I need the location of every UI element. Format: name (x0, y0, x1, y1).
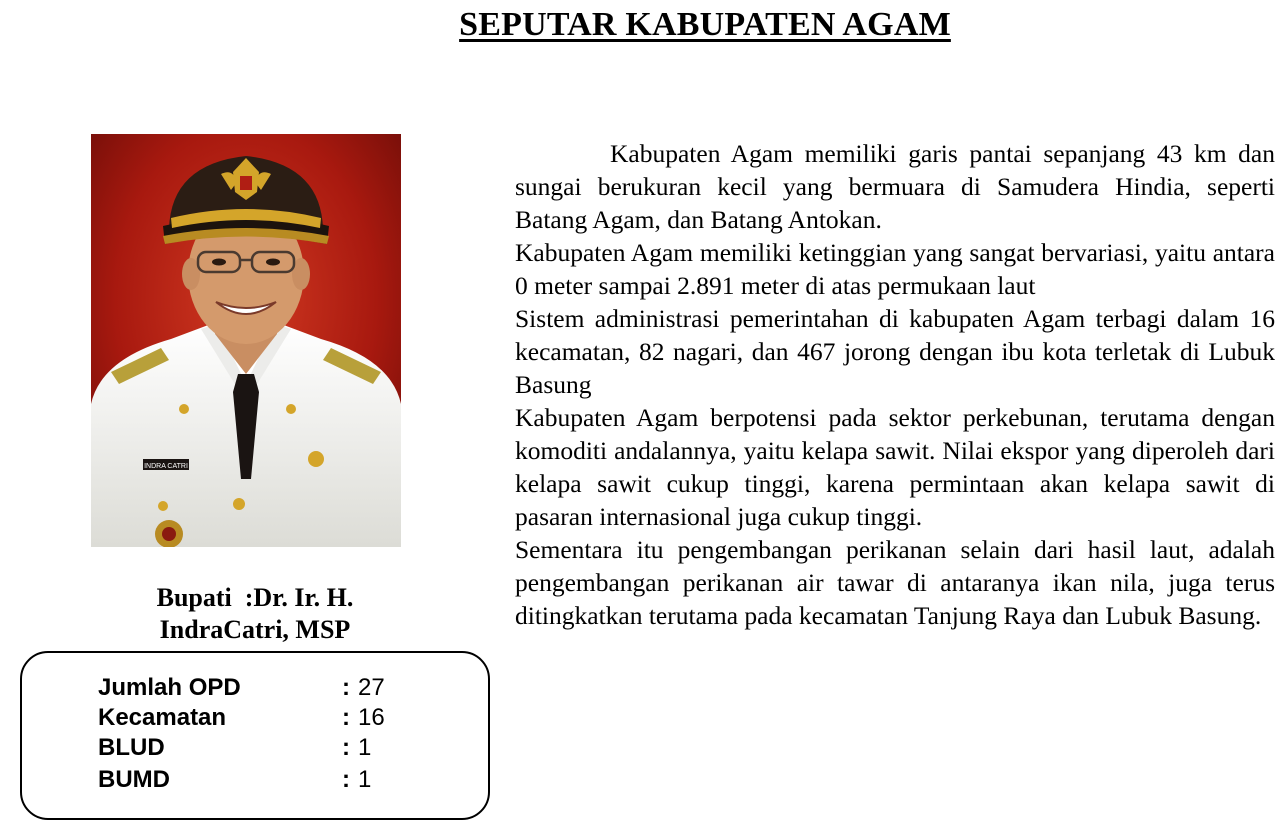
stat-value: 16 (358, 704, 385, 731)
stat-row-jumlah-opd (98, 673, 478, 703)
stat-colon: : (342, 734, 350, 761)
stat-colon: : (342, 766, 350, 793)
bupati-portrait-photo (91, 134, 401, 547)
stat-row-blud (98, 733, 478, 763)
stat-label: BUMD (98, 766, 170, 793)
bupati-caption-line1: Bupati :Dr. Ir. H. (156, 583, 354, 612)
stat-label: BLUD (98, 734, 165, 761)
paragraph-coastline: Kabupaten Agam memiliki garis pantai sepanjang 43 km dan sungai berukuran kecil yang bermuara di Samudera Hindia, seperti Batang Agam, dan Batang Antokan. (515, 139, 1275, 234)
stat-value: 1 (358, 766, 372, 793)
paragraph-fisheries: Sementara itu pengembangan perikanan selain dari hasil laut, adalah pengembangan perikanan air tawar di antaranya ikan nila, juga terus ditingkatkan terutama pada kecamatan Tanjung Raya dan Lubuk Basung. (515, 535, 1275, 630)
paragraph-plantation: Kabupaten Agam berpotensi pada sektor perkebunan, terutama dengan komoditi andalannya, yaitu kelapa sawit. Nilai ekspor yang diperoleh dari kelapa sawit cukup tinggi, karena permintaan akan kelapa sawit di pasaran internasional juga cukup tinggi. (515, 403, 1275, 531)
page-title: SEPUTAR KABUPATEN AGAM (459, 6, 951, 43)
stat-label: Jumlah OPD (98, 674, 241, 701)
paragraph-administration: Sistem administrasi pemerintahan di kabupaten Agam terbagi dalam 16 kecamatan, 82 nagari, dan 467 jorong dengan ibu kota terletak di Lubuk Basung (515, 304, 1275, 399)
stat-row-bumd (98, 765, 478, 795)
stat-label: Kecamatan (98, 704, 227, 731)
stats-box (20, 651, 490, 820)
paragraph-elevation: Kabupaten Agam memiliki ketinggian yang sangat bervariasi, yaitu antara 0 meter sampai 2.891 meter di atas permukaan laut (515, 238, 1275, 300)
stat-colon: : (342, 704, 350, 731)
stat-row-kecamatan (98, 703, 478, 733)
stat-colon: : (342, 674, 350, 701)
stat-value: 27 (358, 674, 385, 701)
name-tag-text: INDRA CATRI (144, 463, 188, 470)
body-text (515, 137, 1275, 632)
bupati-caption (60, 582, 450, 646)
stat-value: 1 (358, 734, 372, 761)
bupati-caption-line2: IndraCatri, MSP (159, 615, 351, 644)
